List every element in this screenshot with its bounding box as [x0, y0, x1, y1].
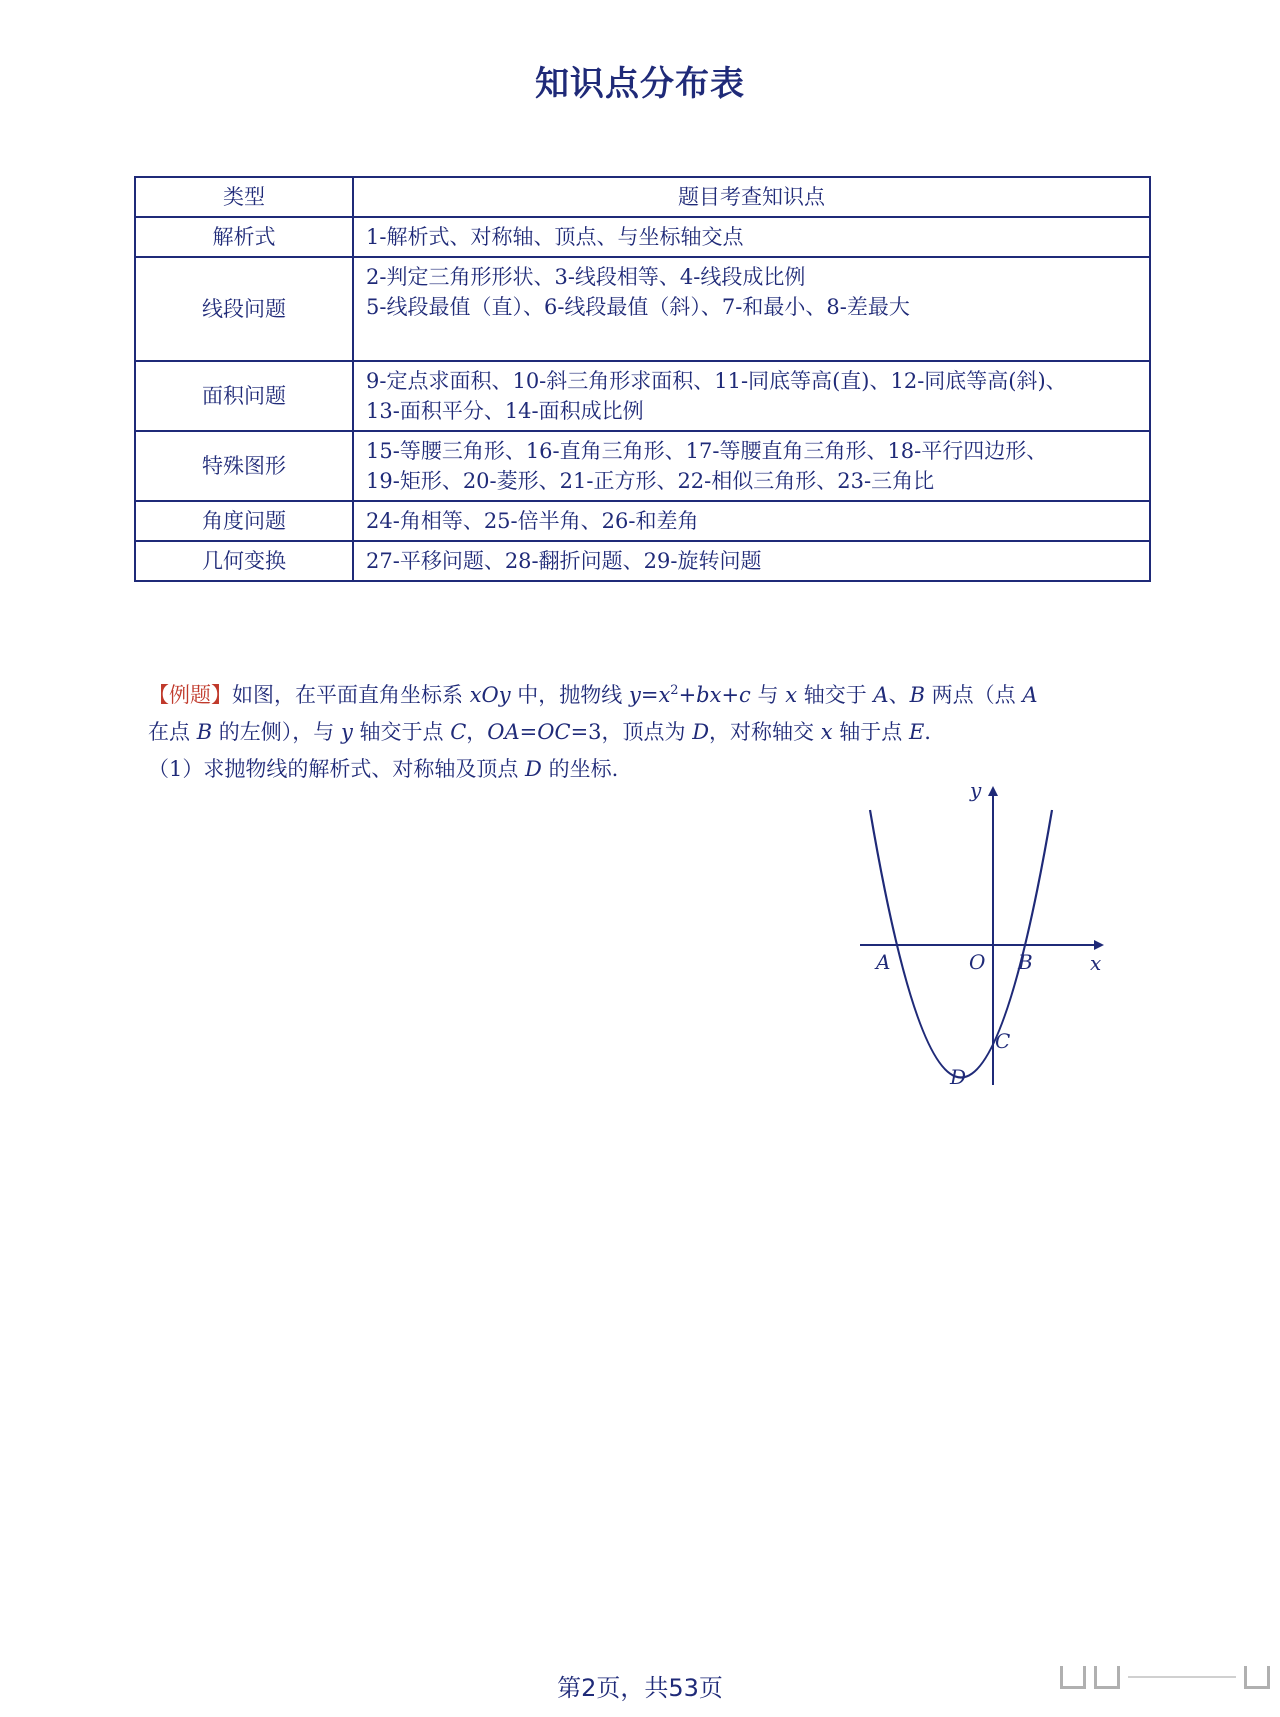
example-text: =3，顶点为: [570, 720, 693, 744]
example-text: 在点: [148, 720, 197, 744]
math-equation: OA=OC: [487, 720, 571, 744]
math-point-b: B: [909, 683, 925, 707]
math-point-a: A: [1022, 683, 1038, 707]
page-number: 第2页，共53页: [557, 1674, 723, 1702]
table-row: [135, 217, 1150, 257]
row-line: 9-定点求面积、10-斜三角形求面积、11-同底等高(直)、12-同底等高(斜)、: [366, 369, 1067, 393]
question-text: （1）求抛物线的解析式、对称轴及顶点: [148, 757, 526, 781]
example-text: 的左侧），与: [212, 720, 341, 744]
label-b: B: [1018, 950, 1033, 974]
row-line: 13-面积平分、14-面积成比例: [366, 399, 644, 423]
example-text: ，: [466, 720, 488, 744]
label-c: C: [995, 1029, 1011, 1053]
math-equation: y=x: [628, 683, 671, 707]
table-row: [135, 361, 1150, 431]
header-points: 题目考查知识点: [353, 177, 1150, 217]
row-type: 面积问题: [135, 361, 353, 431]
math-point-e: E: [908, 720, 925, 744]
math-var-x: x: [785, 683, 798, 707]
example-text: 如图，在平面直角坐标系: [232, 683, 470, 707]
example-tag: 【例题】: [148, 683, 232, 707]
watermark-mark: [1060, 1662, 1270, 1692]
row-points: [353, 361, 1150, 431]
table-header-row: [135, 177, 1150, 217]
math-point-a: A: [873, 683, 889, 707]
row-points: [353, 541, 1150, 581]
row-line: 27-平移问题、28-翻折问题、29-旋转问题: [366, 549, 762, 573]
example-text: 与: [750, 683, 786, 707]
bracket-icon: [1244, 1666, 1270, 1689]
label-o: O: [969, 950, 986, 974]
row-points: [353, 257, 1150, 361]
row-line: 2-判定三角形形状、3-线段相等、4-线段成比例: [366, 265, 806, 289]
row-type: 特殊图形: [135, 431, 353, 501]
example-text: 中，抛物线: [510, 683, 629, 707]
example-text: 轴于点: [832, 720, 909, 744]
row-type: 角度问题: [135, 501, 353, 541]
table-row: [135, 501, 1150, 541]
example-paragraph: [148, 672, 1138, 751]
label-a: A: [876, 950, 891, 974]
page-title: 知识点分布表: [535, 64, 745, 104]
table-row: [135, 431, 1150, 501]
math-point-d: D: [692, 720, 710, 744]
example-text: 轴交于: [797, 683, 874, 707]
row-type: 线段问题: [135, 257, 353, 361]
row-line: 19-矩形、20-菱形、21-正方形、22-相似三角形、23-三角比: [366, 469, 935, 493]
parabola-diagram: [840, 770, 1120, 1110]
math-xoy: xOy: [469, 683, 511, 707]
table-row: [135, 257, 1150, 361]
row-line: 5-线段最值（直）、6-线段最值（斜）、7-和最小、8-差最大: [366, 295, 910, 319]
bracket-icon: [1094, 1666, 1120, 1689]
header-type: 类型: [135, 177, 353, 217]
row-line: 24-角相等、25-倍半角、26-和差角: [366, 509, 699, 533]
example-text: 轴交于点: [352, 720, 451, 744]
row-type: 解析式: [135, 217, 353, 257]
row-line: 15-等腰三角形、16-直角三角形、17-等腰直角三角形、18-平行四边形、: [366, 439, 1048, 463]
math-equation: +bx+c: [678, 683, 751, 707]
row-points: [353, 431, 1150, 501]
row-points: [353, 501, 1150, 541]
math-point-b: B: [196, 720, 213, 744]
math-exponent: 2: [670, 683, 679, 698]
example-text: 两点（点: [925, 683, 1023, 707]
label-d: D: [950, 1065, 967, 1089]
parabola-curve: [870, 810, 1052, 1078]
bracket-icon: [1060, 1666, 1086, 1689]
math-var-x: x: [820, 720, 833, 744]
example-text: ，对称轴交: [709, 720, 821, 744]
example-text: .: [924, 720, 931, 744]
table-row: [135, 541, 1150, 581]
divider: [1128, 1676, 1236, 1678]
knowledge-table: [134, 176, 1151, 582]
label-y: y: [970, 778, 982, 802]
row-type: 几何变换: [135, 541, 353, 581]
label-x: x: [1090, 951, 1102, 975]
row-line: 1-解析式、对称轴、顶点、与坐标轴交点: [366, 225, 744, 249]
example-text: 、: [888, 683, 910, 707]
math-var-y: y: [340, 720, 353, 744]
math-point-d: D: [525, 757, 542, 781]
row-points: [353, 217, 1150, 257]
math-point-c: C: [450, 720, 467, 744]
question-text: 的坐标.: [541, 757, 619, 781]
